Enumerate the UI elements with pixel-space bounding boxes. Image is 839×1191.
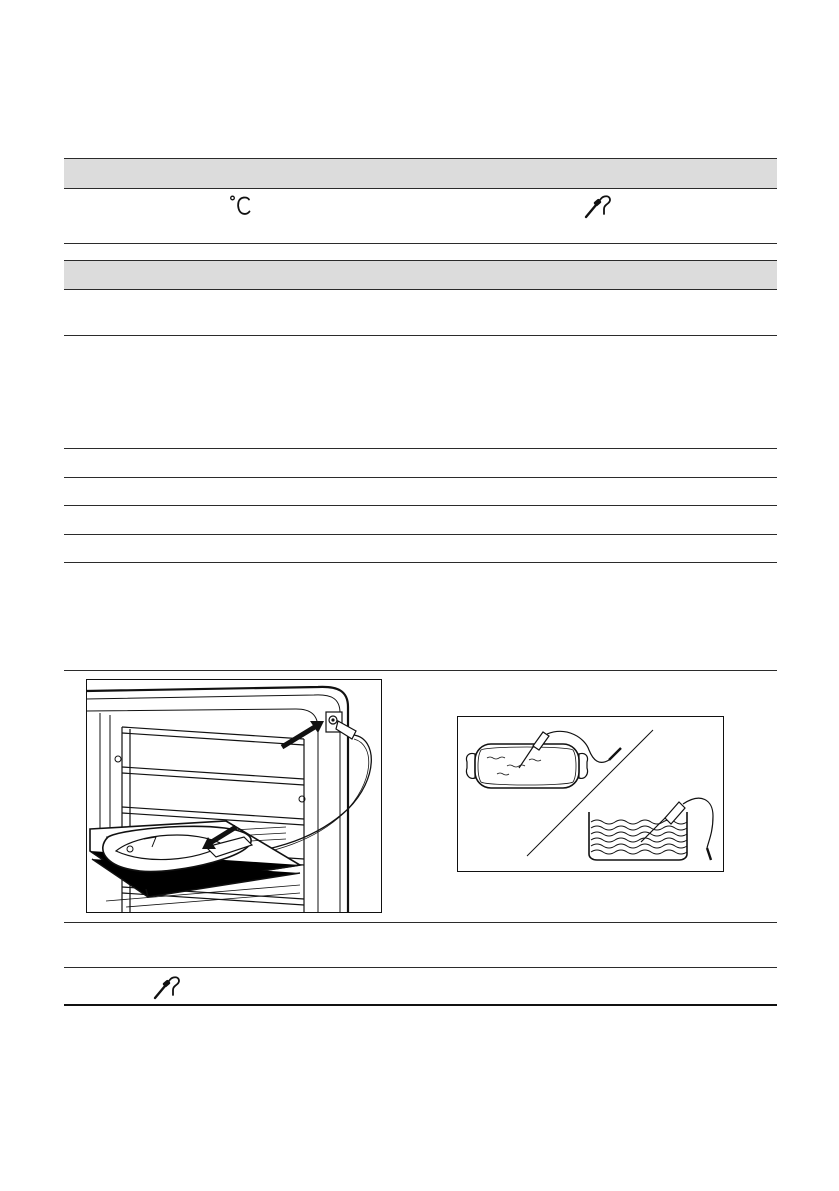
rule xyxy=(64,448,777,449)
section1-header-band xyxy=(64,159,777,188)
celsius-icon xyxy=(228,194,254,218)
core-probe-icon xyxy=(152,974,182,1000)
rule xyxy=(64,158,777,159)
table-bottom-rule xyxy=(64,1004,777,1006)
rule xyxy=(64,289,777,290)
rule xyxy=(64,335,777,336)
rule xyxy=(64,188,777,189)
core-probe-icon xyxy=(583,193,613,219)
oven-probe-insertion-illustration xyxy=(86,679,382,913)
section2-header-band xyxy=(64,261,777,289)
rule xyxy=(64,243,777,244)
rule xyxy=(64,670,777,671)
probe-in-dish-illustration xyxy=(457,716,724,872)
rule xyxy=(64,477,777,478)
rule xyxy=(64,922,777,923)
rule xyxy=(64,534,777,535)
rule xyxy=(64,967,777,968)
rule xyxy=(64,562,777,563)
rule xyxy=(64,260,777,261)
rule xyxy=(64,505,777,506)
